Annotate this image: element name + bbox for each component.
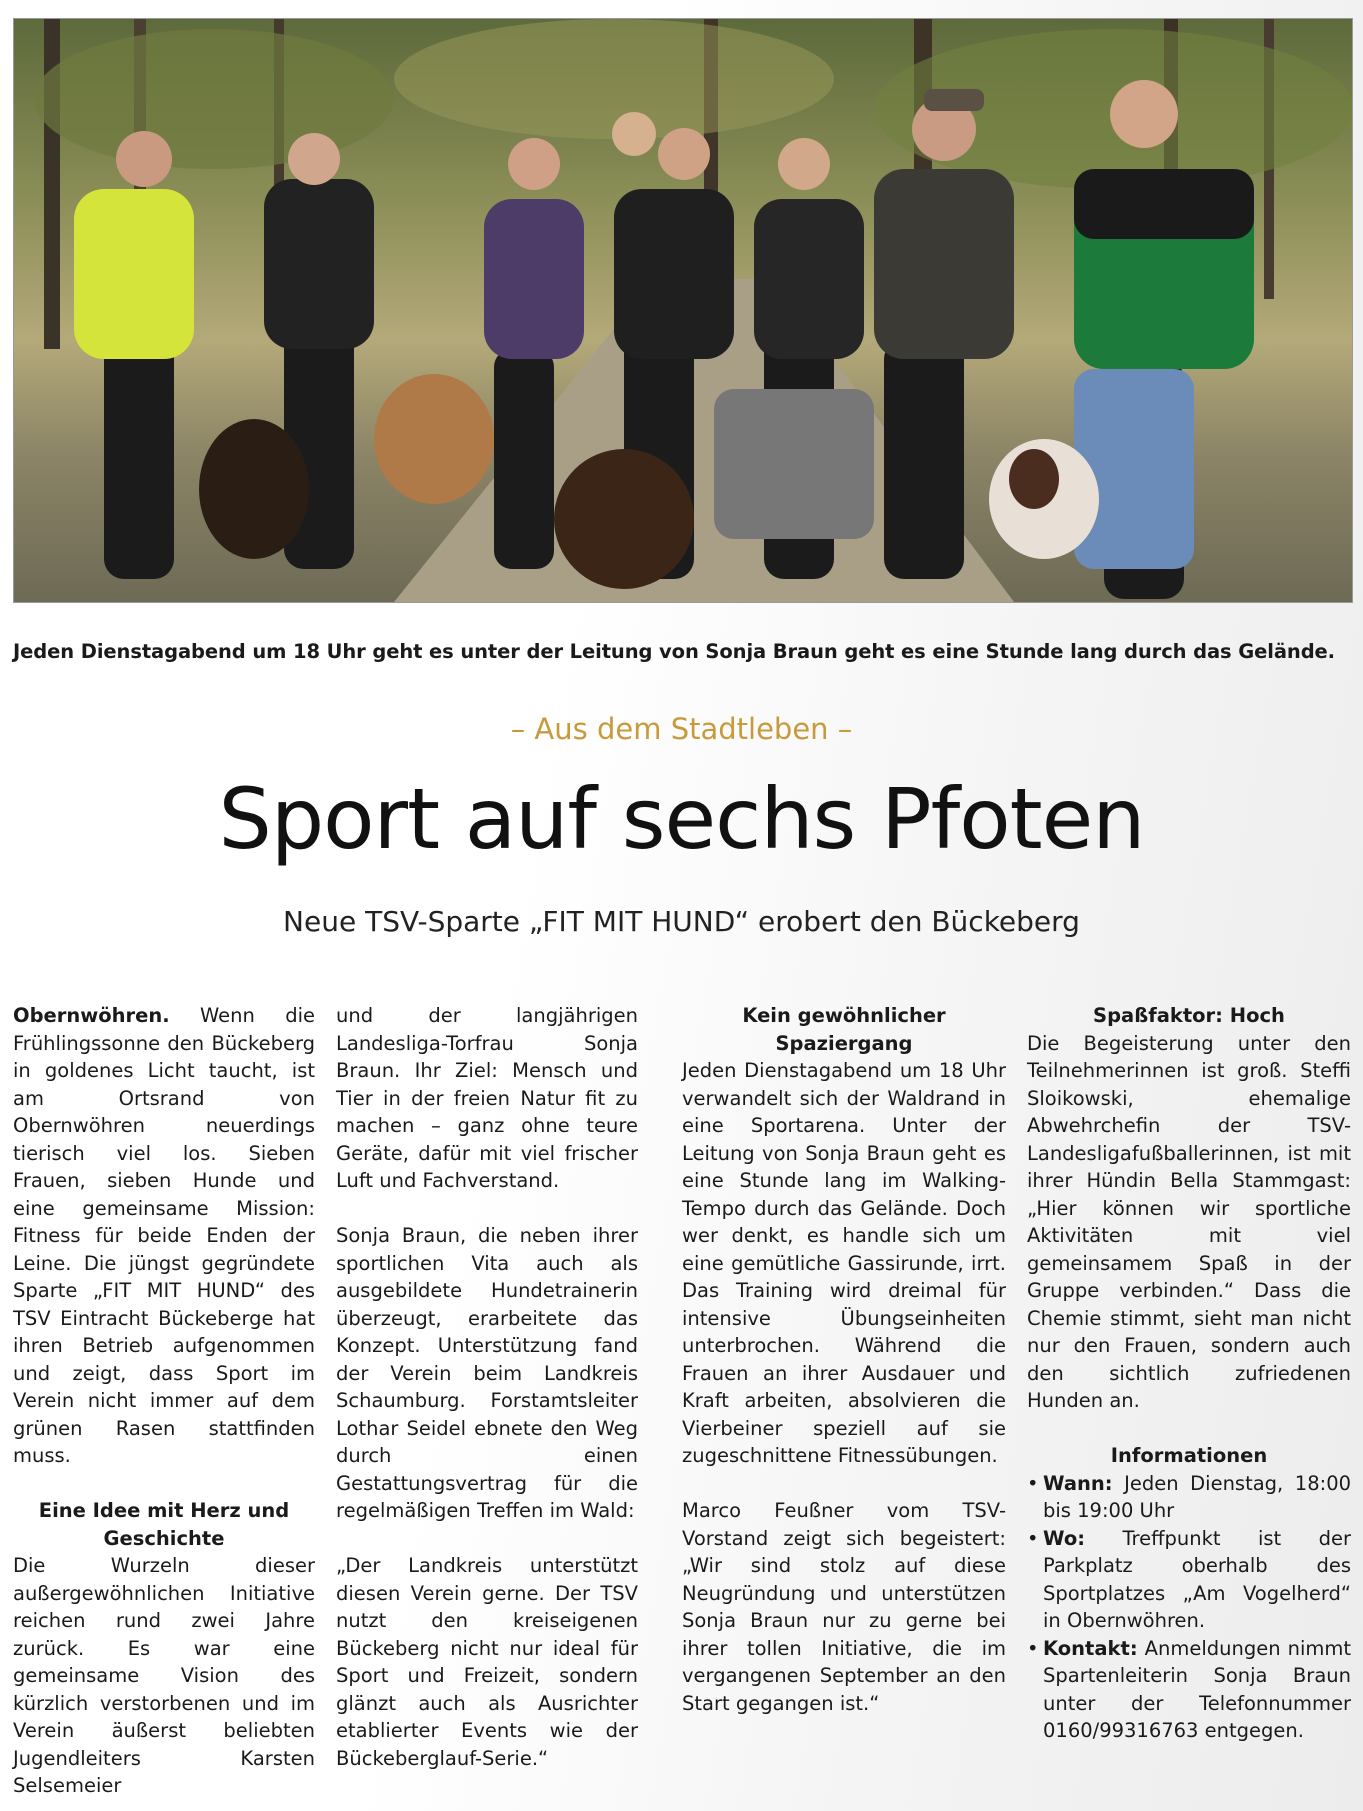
info-label: Wo: [1043, 1526, 1086, 1550]
info-item-wo [1027, 1525, 1351, 1635]
info-label: Wann: [1043, 1471, 1113, 1495]
info-item-wann [1027, 1470, 1351, 1525]
dateline: Obernwöhren. [13, 1004, 170, 1027]
paragraph: Jeden Dienstagabend um 18 Uhr verwandelt sich der Waldrand in eine Sportarena. Unter der Leitung von Sonja Braun geht es eine Stunde lang im Walking-Tempo durch das Gelände. Doch wer denkt, es handle sich um eine gemütliche Gassirunde, irrt. Das Training wird dreimal für intensive Übungseinheiten unterbrochen. Während die Frauen an ihrer Ausdauer und Kraft arbeiten, absolvieren die Vierbeiner speziell auf sie zugeschnittene Fitnessübungen. [682, 1059, 1006, 1467]
lead-paragraph [13, 1002, 315, 1470]
paragraph: Die Begeisterung unter den Teilnehmerinnen ist groß. Steffi Sloikowski, ehemalige Abwehrchefin der TSV-Landesligafußballerinnen, ist mit ihrer Hündin Bella Stammgast: „Hier können wir sportliche Aktivitäten mit viel gemeinsamem Spaß in der Gruppe verbinden.“ Dass die Chemie stimmt, sieht man nicht nur den Frauen, sondern auch den sichtlich zufriedenen Hunden an. [1027, 1031, 1351, 1412]
forest-group-illustration [14, 19, 1352, 602]
subheadline: Neue TSV-Sparte „FIT MIT HUND“ erobert den Bückeberg [283, 905, 1080, 938]
lead-text: Wenn die Frühlingssonne den Bückeberg in goldenes Licht taucht, ist am Ortsrand von Obernwöhren neuerdings tierisch viel los. Sieben Frauen, sieben Hunde und eine gemeinsame Mission: Fitness für beide Enden der Leine. Die jüngst gegründete Sparte „FIT MIT HUND“ des TSV Eintracht Bückeberge hat ihren Betrieb aufgenommen und zeigt, dass Sport im Verein nicht immer auf dem grünen Rasen stattfinden muss. [13, 1004, 315, 1467]
info-list [1027, 1470, 1351, 1745]
paragraph: Sonja Braun, die neben ihrer sportlichen Vita auch als ausgebildete Hundetrainerin überzeugt, erarbeitete das Konzept. Unterstützung fand der Verein beim Landkreis Schaumburg. Forstamtsleiter Lothar Seidel ebnete den Weg durch einen Gestattungsvertrag für die regelmäßigen Treffen im Wald: [336, 1224, 638, 1522]
article-column-2 [336, 1002, 638, 1772]
article-column-1 [13, 1002, 315, 1800]
quote-paragraph: „Der Landkreis unterstützt diesen Verein gerne. Der TSV nutzt den kreiseigenen Bückeberg nicht nur ideal für Sport und Freizeit, sondern glänzt auch als Ausrichter etablierter Events wie der Bückeberglauf-Serie.“ [336, 1554, 638, 1770]
paragraph: Marco Feußner vom TSV-Vorstand zeigt sich begeistert: „Wir sind stolz auf diese Neugründung und unterstützen Sonja Braun nur zu gerne bei ihrer tollen Initiative, die im vergangenen September an den Start gegangen ist.“ [682, 1499, 1006, 1715]
subheading-spaziergang: Kein gewöhnlicher Spaziergang [742, 1004, 946, 1055]
article-column-3 [682, 1002, 1006, 1717]
info-box-heading: Informationen [1110, 1444, 1268, 1467]
info-text: Treffpunkt ist der Parkplatz oberhalb des Sportplatzes „Am Vogelherd“ in Obernwöhren. [1043, 1526, 1351, 1632]
info-label: Kontakt: [1043, 1636, 1138, 1660]
subheading-spassfaktor: Spaßfaktor: Hoch [1093, 1004, 1285, 1027]
subheading-idee: Eine Idee mit Herz und Geschichte [38, 1499, 290, 1550]
info-item-kontakt [1027, 1635, 1351, 1745]
group-photo [13, 18, 1353, 603]
photo-caption: Jeden Dienstagabend um 18 Uhr geht es unter der Leitung von Sonja Braun geht es eine Stunde lang durch das Gelände. [13, 640, 1335, 663]
headline: Sport auf sechs Pfoten [218, 770, 1145, 868]
paragraph: und der langjährigen Landesliga-Torfrau Sonja Braun. Ihr Ziel: Mensch und Tier in der freien Natur fit zu machen – ganz ohne teure Geräte, dafür mit viel frischer Luft und Fachverstand. [336, 1004, 638, 1192]
info-text: Anmeldungen nimmt Spartenleiterin Sonja Braun unter der Telefonnummer 0160/99316763 entgegen. [1043, 1636, 1351, 1742]
info-text: Jeden Dienstag, 18:00 bis 19:00 Uhr [1043, 1471, 1352, 1522]
paragraph: Die Wurzeln dieser außergewöhnlichen Initiative reichen rund zwei Jahre zurück. Es war eine gemeinsame Vision des kürzlich verstorbenen und im Verein äußerst beliebten Jugendleiters Karsten Selsemeier [13, 1554, 315, 1797]
article-column-4 [1027, 1002, 1351, 1745]
section-kicker: – Aus dem Stadtleben – [510, 712, 853, 746]
